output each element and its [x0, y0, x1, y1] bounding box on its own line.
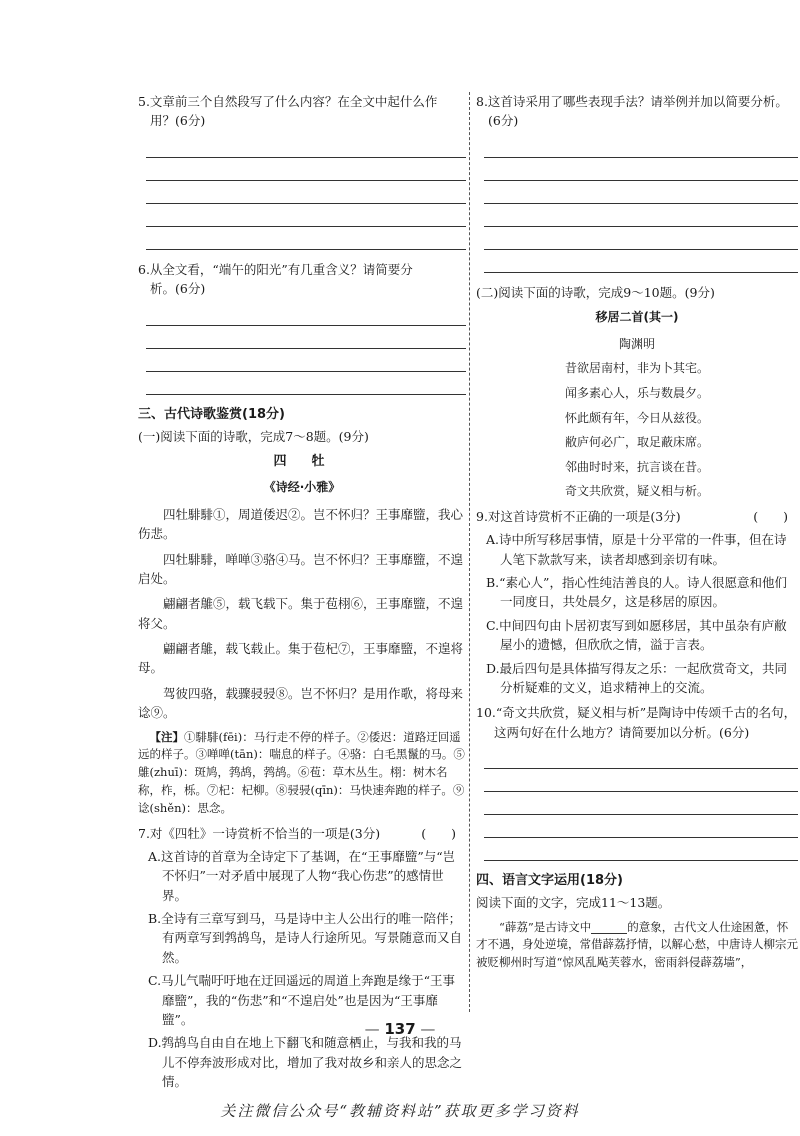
question-7 — [138, 824, 466, 843]
question-6-text: 6.从全文看，“端午的阳光”有几重含义？请简要分 — [138, 261, 413, 277]
answer-lines-q8[interactable] — [484, 135, 798, 273]
answer-line — [484, 815, 798, 838]
answer-line — [484, 227, 798, 250]
poem-2-title: 移居二首(其一) — [595, 310, 679, 325]
poem-2-verse: 怀此颇有年，今日从兹役。 — [564, 410, 709, 425]
poem-2-verse: 闻多素心人，乐与数晨夕。 — [564, 385, 709, 400]
answer-line — [484, 746, 798, 769]
answer-line — [484, 158, 798, 181]
answer-line — [146, 135, 466, 158]
question-6-score: 析。(6分) — [150, 281, 206, 297]
page-number-value: 137 — [384, 1020, 416, 1038]
question-10: 10.“奇文共欣赏，疑义相与析”是陶诗中传颂千古的名句，这两句好在什么地方？请简要加以分析。(6分) — [476, 705, 797, 740]
answer-line — [146, 158, 466, 181]
option-7d: D.鹁鸪鸟自由自在地上下翻飞和随意栖止，与我和我的马儿不停奔波形成对比，增加了我对故乡和亲人的思念之情。 — [148, 1035, 463, 1090]
poem-2-author: 陶渊明 — [618, 336, 655, 351]
question-6 — [138, 260, 466, 299]
poem-1-title: 四 牡 — [273, 454, 331, 470]
question-8-score: (6分) — [488, 113, 519, 129]
question-8 — [476, 92, 798, 131]
option-9d: D.最后四句是具体描写得友之乐：一起欣赏奇文，共同分析疑难的文义，追求精神上的交流。 — [486, 660, 788, 695]
answer-line — [146, 181, 466, 204]
answer-line — [484, 838, 798, 861]
question-9 — [476, 507, 798, 526]
answer-bracket-q9[interactable]: ( ) — [753, 508, 788, 524]
fill-blank[interactable] — [591, 921, 627, 934]
passage-text: 的意象，古代文人仕途困惫， — [627, 919, 777, 934]
answer-line — [146, 303, 466, 326]
poem-2-verse: 昔欲居南村，非为卜其宅。 — [564, 361, 709, 376]
option-7c: C.马儿气喘吁吁地在迂回遥远的周道上奔跑是缘于“王事靡盬”，我的“伤悲”和“不遑启处”也是因为“王事靡盬”。 — [148, 973, 455, 1027]
option-9a: A.诗中所写移居事情，原是十分平常的一件事，但在诗人笔下款款写来，读者却感到亲切有味。 — [486, 532, 787, 567]
section-3-subtitle: (一)阅读下面的诗歌，完成7～8题。(9分) — [138, 428, 369, 444]
answer-line — [484, 769, 798, 792]
answer-line — [484, 181, 798, 204]
note-label: 【注】 — [149, 729, 184, 744]
option-7a: A.这首诗的首章为全诗定下了基调，在“王事靡盬”与“岂不怀归”一对矛盾中展现了人物“我心伤悲”的感情世界。 — [148, 848, 456, 903]
answer-bracket-q7[interactable]: ( ) — [421, 825, 456, 841]
poem-2-verse: 敝庐何必广，取足蔽床席。 — [564, 435, 709, 450]
section-3-title: 三、古代诗歌鉴赏(18分) — [138, 406, 285, 422]
column-divider — [469, 92, 470, 1012]
poem-2-verse: 奇文共欣赏，疑义相与析。 — [564, 484, 709, 499]
question-7-text: 7.对《四牡》一诗赏析不恰当的一项是(3分) — [138, 825, 381, 841]
answer-line — [146, 204, 466, 227]
answer-line — [484, 250, 798, 273]
footer-note: 关注微信公众号“教辅资料站”获取更多学习资料 — [220, 1102, 580, 1120]
question-5-text: 5.文章前三个自然段写了什么内容？在全文中起什么作 — [138, 94, 438, 109]
answer-line — [146, 372, 466, 395]
passage-text: “薜荔”是古诗文中 — [499, 919, 592, 934]
poem-1-stanza: 翩翩者鵻⑤，载飞载下。集于苞栩⑥，王事靡盬，不遑将父。 — [138, 596, 464, 631]
question-5 — [138, 92, 466, 131]
page-number-dash: — — [364, 1020, 385, 1038]
section-4-subtitle: 阅读下面的文字，完成11～13题。 — [476, 895, 671, 911]
passage-text: 怀才不遇，身处逆境，常借薜荔抒情，以解心愁，中唐诗人柳宗元被贬柳州时写道“惊风乱飐芙蓉水，密雨斜侵薜荔墙”， — [476, 919, 798, 970]
answer-lines-q6[interactable] — [146, 303, 466, 395]
subsection-2-title: (二)阅读下面的诗歌，完成9～10题。(9分) — [476, 284, 715, 300]
answer-line — [484, 792, 798, 815]
poem-1-stanza: 四牡騑騑，啴啴③骆④马。岂不怀归？王事靡盬，不遑启处。 — [138, 551, 464, 586]
answer-lines-q10[interactable] — [484, 746, 798, 861]
answer-line — [146, 326, 466, 349]
poem-1-stanza: 驾彼四骆，载骤骎骎⑧。岂不怀归？是用作歌，将母来谂⑨。 — [138, 685, 464, 721]
note-text: ①騑騑(fēi)：马行走不停的样子。②倭迟：道路迂回遥远的样子。③啴啴(tān)：喘息的样子。④骆：白毛黑鬣的马。⑤鵻(zhuī)：斑鸠，鹁鸪，鹁鸪。⑥苞：草木丛生。栩：树木名称，柞，栎。⑦杞：杞柳。⑧骎骎(qīn)：马快速奔跑的样子。⑨谂(shěn)：思念。 — [138, 729, 465, 815]
answer-line — [484, 135, 798, 158]
answer-line — [484, 204, 798, 227]
answer-line — [146, 227, 466, 250]
passage-paragraph — [476, 919, 798, 972]
option-7b: B.全诗有三章写到马，马是诗中主人公出行的唯一陪伴；有两章写到鹁鸪鸟，是诗人行途所见。写景随意而又自然。 — [148, 911, 463, 965]
answer-line — [146, 349, 466, 372]
poem-2-verse: 邻曲时时来，抗言谈在昔。 — [564, 459, 709, 474]
poem-1-stanza: 翩翩者鵻，载飞载止。集于苞杞⑦，王事靡盬，不遑将母。 — [138, 641, 464, 676]
right-column — [476, 92, 798, 976]
poem-1-notes — [138, 729, 466, 818]
left-column — [138, 92, 466, 1091]
page-number-dash: — — [415, 1020, 436, 1038]
question-9-text: 9.对这首诗赏析不正确的一项是(3分) — [476, 508, 681, 524]
poem-1-source: 《诗经·小雅》 — [263, 480, 341, 495]
option-9c: C.中间四句由卜居初衷写到如愿移居，其中虽杂有庐敝屋小的遗憾，但欣欣之情，溢于言表。 — [486, 617, 787, 653]
page-number — [0, 1018, 800, 1041]
answer-lines-q5[interactable] — [146, 135, 466, 250]
question-5-score: 用？(6分) — [150, 113, 206, 129]
option-9b: B.“素心人”，指心性纯洁善良的人。诗人很愿意和他们一同度日，共处晨夕，这是移居的原因。 — [486, 575, 787, 610]
section-4-title: 四、语言文字运用(18分) — [476, 873, 623, 888]
question-8-text: 8.这首诗采用了哪些表现手法？请举例并加以简要分析。 — [476, 94, 788, 109]
poem-1-stanza: 四牡騑騑①，周道倭迟②。岂不怀归？王事靡盬，我心伤悲。 — [138, 506, 464, 542]
